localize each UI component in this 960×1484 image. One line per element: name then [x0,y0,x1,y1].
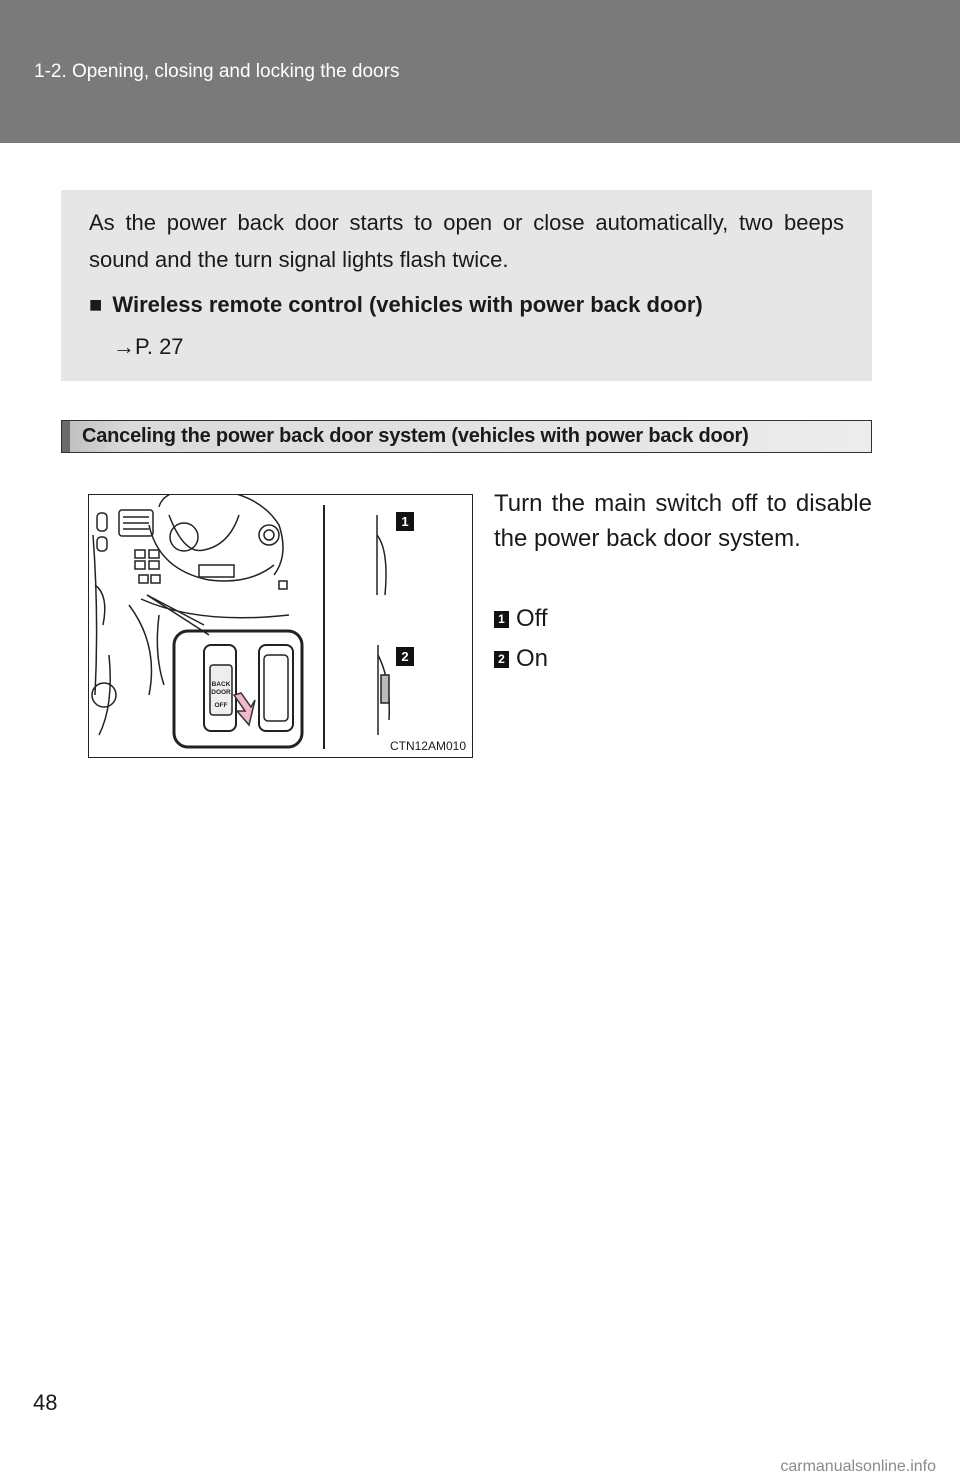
note-box [61,190,872,381]
note-text: As the power back door starts to open or close automatically, two beeps sound and the turn signal lights flash twice. [89,210,844,272]
legend-badge-1: 1 [494,611,509,628]
switch-label-off: OFF [214,702,228,709]
section-title: Canceling the power back door system (vehicles with power back door) [82,425,749,447]
dashboard-drawing [89,495,473,758]
note-heading-text: Wireless remote control (vehicles with power back door) [112,292,703,317]
page-reference[interactable] [89,332,844,362]
legend-item-off [494,605,694,633]
legend-badge-2: 2 [494,651,509,668]
note-heading [89,290,844,320]
callout-2: 2 [401,649,409,664]
page-header [0,0,960,143]
page-reference-text: P. 27 [135,334,184,359]
switch-label-door: DOOR [211,689,231,696]
arrow-right-icon: → [113,334,135,359]
legend-item-on [494,645,694,673]
callout-1: 1 [401,514,409,529]
figure-code: CTN12AM010 [389,739,466,753]
switch-illustration [88,494,473,758]
page-number: 48 [33,1390,58,1415]
header-title: 1-2. Opening, closing and locking the doors [34,61,400,82]
section-title-bar [61,420,872,453]
description: Turn the main switch off to disable the power back door system. [494,490,872,552]
square-bullet-icon: ■ [89,292,103,317]
footer-watermark[interactable]: carmanualsonline.info [780,1458,936,1475]
switch-label-back: BACK [211,681,231,688]
legend-label-off: Off [516,605,548,632]
legend-label-on: On [516,645,549,672]
